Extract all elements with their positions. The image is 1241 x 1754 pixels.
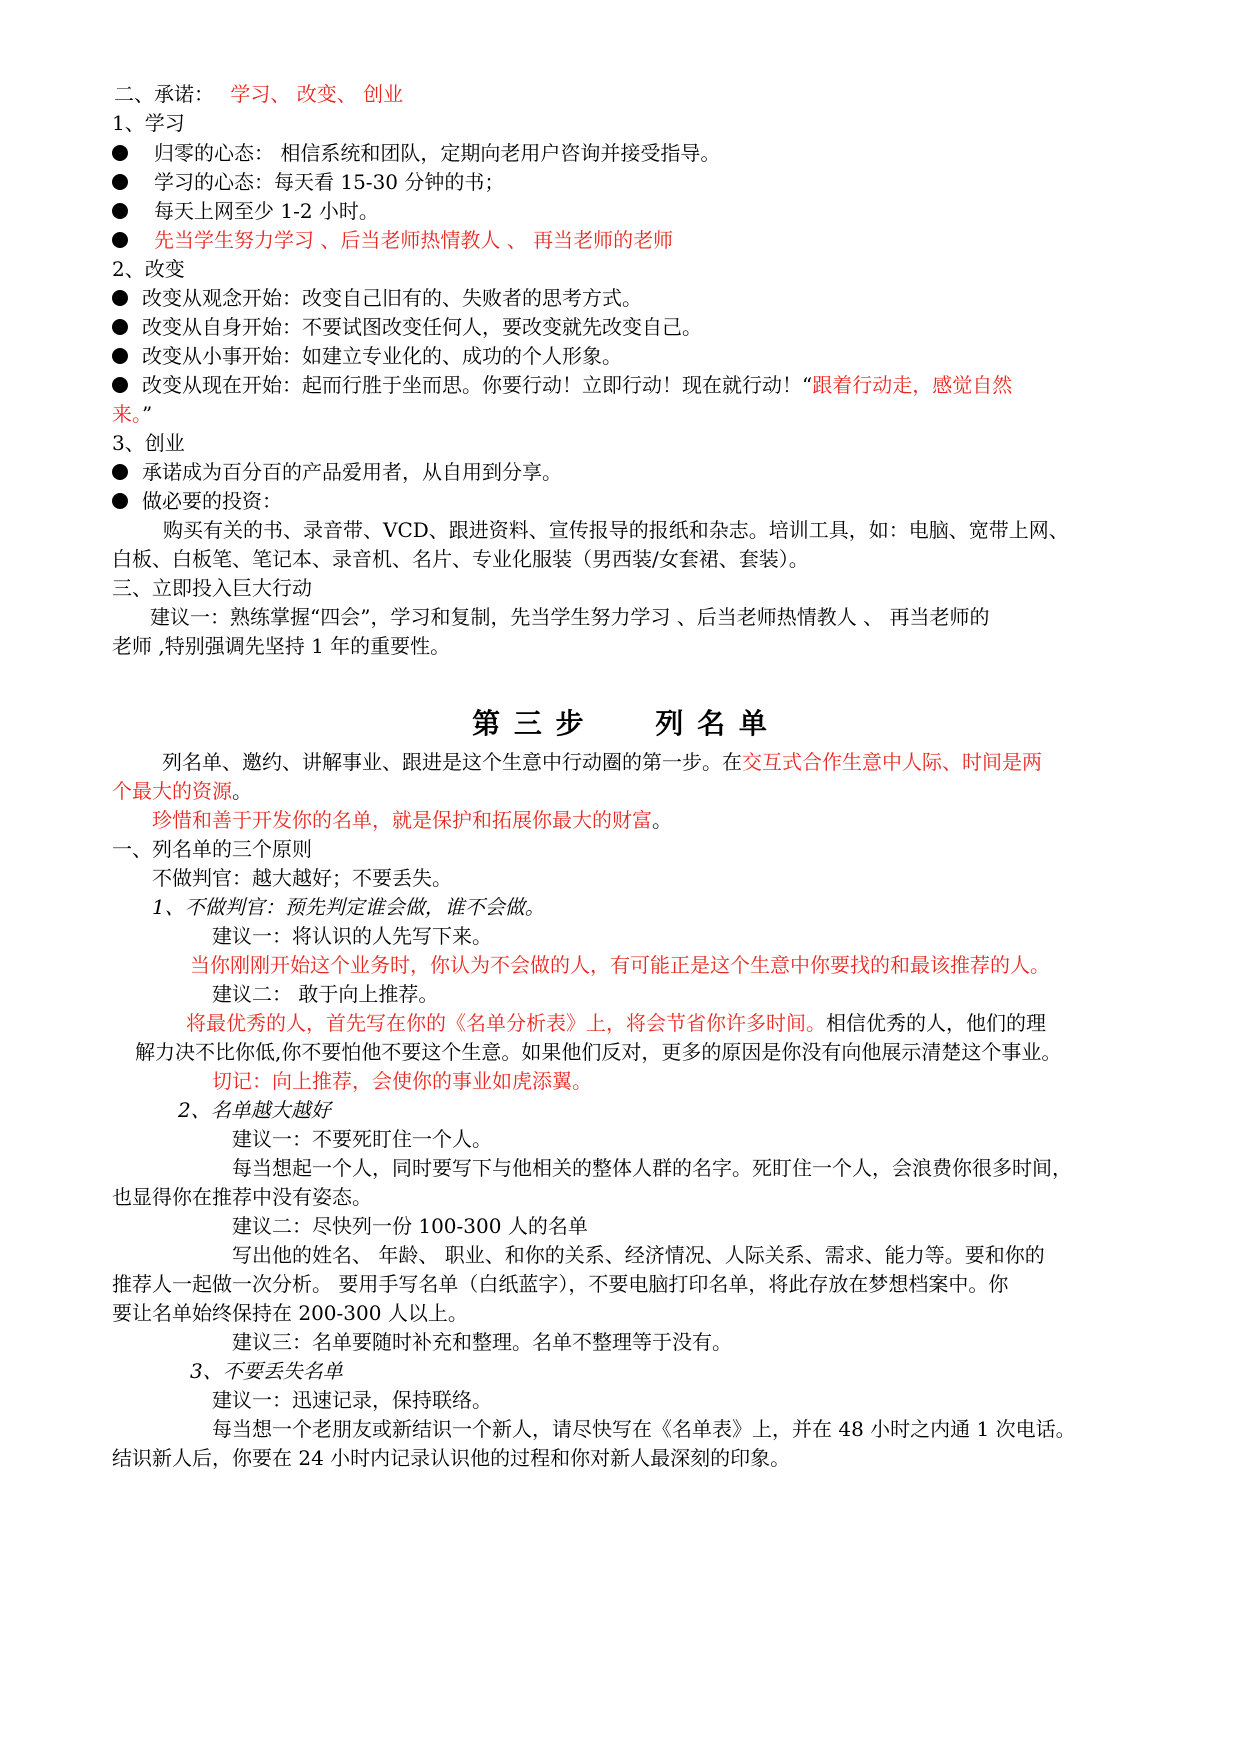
suggestion-line: 建议一：迅速记录，保持联络。 [212, 1388, 492, 1412]
list-item [112, 370, 1012, 400]
list-item-text: 学习的心态：每天看 15-30 分钟的书； [154, 170, 505, 194]
intro-text: 。 [232, 779, 252, 803]
paragraph-line: 也显得你在推荐中没有姿态。 [112, 1185, 372, 1209]
paragraph-text: 相信优秀的人，他们的理 [826, 1011, 1046, 1035]
intro-line [112, 776, 252, 806]
suggestion-line: 建议三：名单要随时补充和整理。名单不整理等于没有。 [232, 1330, 732, 1354]
list-item [112, 341, 622, 371]
principles-title: 一、列名单的三个原则 [112, 837, 312, 861]
action-title: 三、立即投入巨大行动 [112, 576, 312, 600]
page-title-step: 第 三 步 [472, 707, 586, 740]
intro-text: 列名单、邀约、讲解事业、跟进是这个生意中行动圈的第一步。在 [162, 750, 742, 774]
suggestion-line: 建议一：不要死盯住一个人。 [232, 1127, 492, 1151]
list-item-text: 归零的心态： 相信系统和团队，定期向老用户咨询并接受指导。 [154, 141, 721, 165]
list-item-text: 先当学生努力学习 、后当老师热情教人 、 再当老师的老师 [154, 228, 674, 252]
list-item [112, 486, 282, 516]
bullet-icon [112, 377, 128, 393]
intro-highlight: 交互式合作生意中人际、时间是两 [742, 750, 1042, 774]
highlight-line: 当你刚刚开始这个业务时，你认为不会做的人，有可能正是这个生意中你要找的和最该推荐的人。 [190, 953, 1050, 977]
paragraph-line: 结识新人后，你要在 24 小时内记录认识他的过程和你对新人最深刻的印象。 [112, 1446, 791, 1470]
list-item-text: 承诺成为百分百的产品爱用者，从自用到分享。 [142, 460, 562, 484]
intro-highlight: 个最大的资源 [112, 779, 232, 803]
principle-1-title: 1、不做判官：预先判定谁会做，谁不会做。 [152, 895, 545, 919]
learn-title: 1、学习 [112, 111, 185, 135]
remember-line: 切记：向上推荐，会使你的事业如虎添翼。 [212, 1069, 592, 1093]
paragraph-line: 推荐人一起做一次分析。 要用手写名单（白纸蓝字），不要电脑打印名单，将此存放在梦想档案中。你 [112, 1272, 1009, 1296]
list-item [112, 138, 720, 168]
treasure-highlight: 珍惜和善于开发你的名单，就是保护和拓展你最大的财富 [152, 808, 652, 832]
bullet-icon [112, 464, 128, 480]
principle-3-title: 3、不要丢失名单 [190, 1359, 343, 1383]
suggestion-line: 建议二： 敢于向上推荐。 [212, 982, 439, 1006]
bullet-icon [112, 174, 128, 190]
paragraph-line: 老师 ,特别强调先坚持 1 年的重要性。 [112, 634, 451, 658]
list-item-highlight: 来。 [112, 402, 142, 426]
commitment-heading-prefix: 二、承诺： [114, 82, 214, 106]
treasure-end: 。 [652, 808, 672, 832]
list-item [112, 196, 379, 226]
list-item-text: 改变从观念开始：改变自己旧有的、失败者的思考方式。 [142, 286, 642, 310]
intro-line [162, 747, 1042, 777]
paragraph-line: 建议一：熟练掌握“四会”，学习和复制，先当学生努力学习 、后当老师热情教人 、 再当老师的 [150, 605, 990, 629]
list-item-text: 改变从小事开始：如建立专业化的、成功的个人形象。 [142, 344, 622, 368]
list-item-text: 改变从自身开始：不要试图改变任何人，要改变就先改变自己。 [142, 315, 702, 339]
paragraph-line: 解力决不比你低,你不要怕他不要这个生意。如果他们反对，更多的原因是你没有向他展示清楚这个事业。 [135, 1040, 1062, 1064]
list-item [112, 225, 673, 255]
list-item-highlight: 跟着行动走，感觉自然 [812, 373, 1013, 397]
paragraph-line: 写出他的姓名、 年龄、 职业、和你的关系、经济情况、人际关系、需求、能力等。要和你的 [232, 1243, 1045, 1267]
bullet-icon [112, 203, 128, 219]
bullet-icon [112, 493, 128, 509]
paragraph-line [186, 1008, 1046, 1038]
paragraph-line: 要让名单始终保持在 200-300 人以上。 [112, 1301, 468, 1325]
principles-summary: 不做判官：越大越好；不要丢失。 [152, 866, 452, 890]
page-title [0, 702, 1241, 742]
paragraph-line: 每当想起一个人，同时要写下与他相关的整体人群的名字。死盯住一个人，会浪费你很多时间， [232, 1156, 1072, 1180]
commitment-heading [114, 79, 403, 109]
highlight-text: 将最优秀的人，首先写在你的《名单分析表》上，将会节省你许多时间。 [186, 1011, 826, 1035]
bullet-icon [112, 348, 128, 364]
suggestion-line: 建议一：将认识的人先写下来。 [212, 924, 492, 948]
list-item [112, 312, 702, 342]
paragraph-line: 每当想一个老朋友或新结识一个新人，请尽快写在《名单表》上，并在 48 小时之内通 1 次电话。 [212, 1417, 1076, 1441]
bullet-icon [112, 145, 128, 161]
paragraph-line: 购买有关的书、录音带、VCD、跟进资料、宣传报导的报纸和杂志。培训工具，如：电脑、宽带上网、 [163, 518, 1069, 542]
bullet-icon [112, 319, 128, 335]
suggestion-line: 建议二：尽快列一份 100-300 人的名单 [232, 1214, 588, 1238]
list-item-text: ” [142, 402, 153, 426]
list-item [112, 283, 642, 313]
paragraph-line: 白板、白板笔、笔记本、录音机、名片、专业化服装（男西装/女套裙、套装）。 [112, 547, 809, 571]
page-title-topic: 列 名 单 [655, 707, 769, 740]
treasure-line [152, 805, 672, 835]
commitment-items: 学习、 改变、 创业 [230, 82, 404, 106]
list-item-text: 每天上网至少 1-2 小时。 [154, 199, 379, 223]
bullet-icon [112, 290, 128, 306]
list-item [112, 457, 562, 487]
change-title: 2、改变 [112, 257, 185, 281]
list-item-text: 做必要的投资： [142, 489, 282, 513]
bullet-icon [112, 232, 128, 248]
principle-2-title: 2、名单越大越好 [178, 1098, 331, 1122]
list-item-text: 改变从现在开始：起而行胜于坐而思。你要行动！立即行动！现在就行动！“ [142, 373, 813, 397]
startup-title: 3、创业 [112, 431, 185, 455]
list-item [112, 167, 504, 197]
list-item-continuation [112, 399, 152, 429]
